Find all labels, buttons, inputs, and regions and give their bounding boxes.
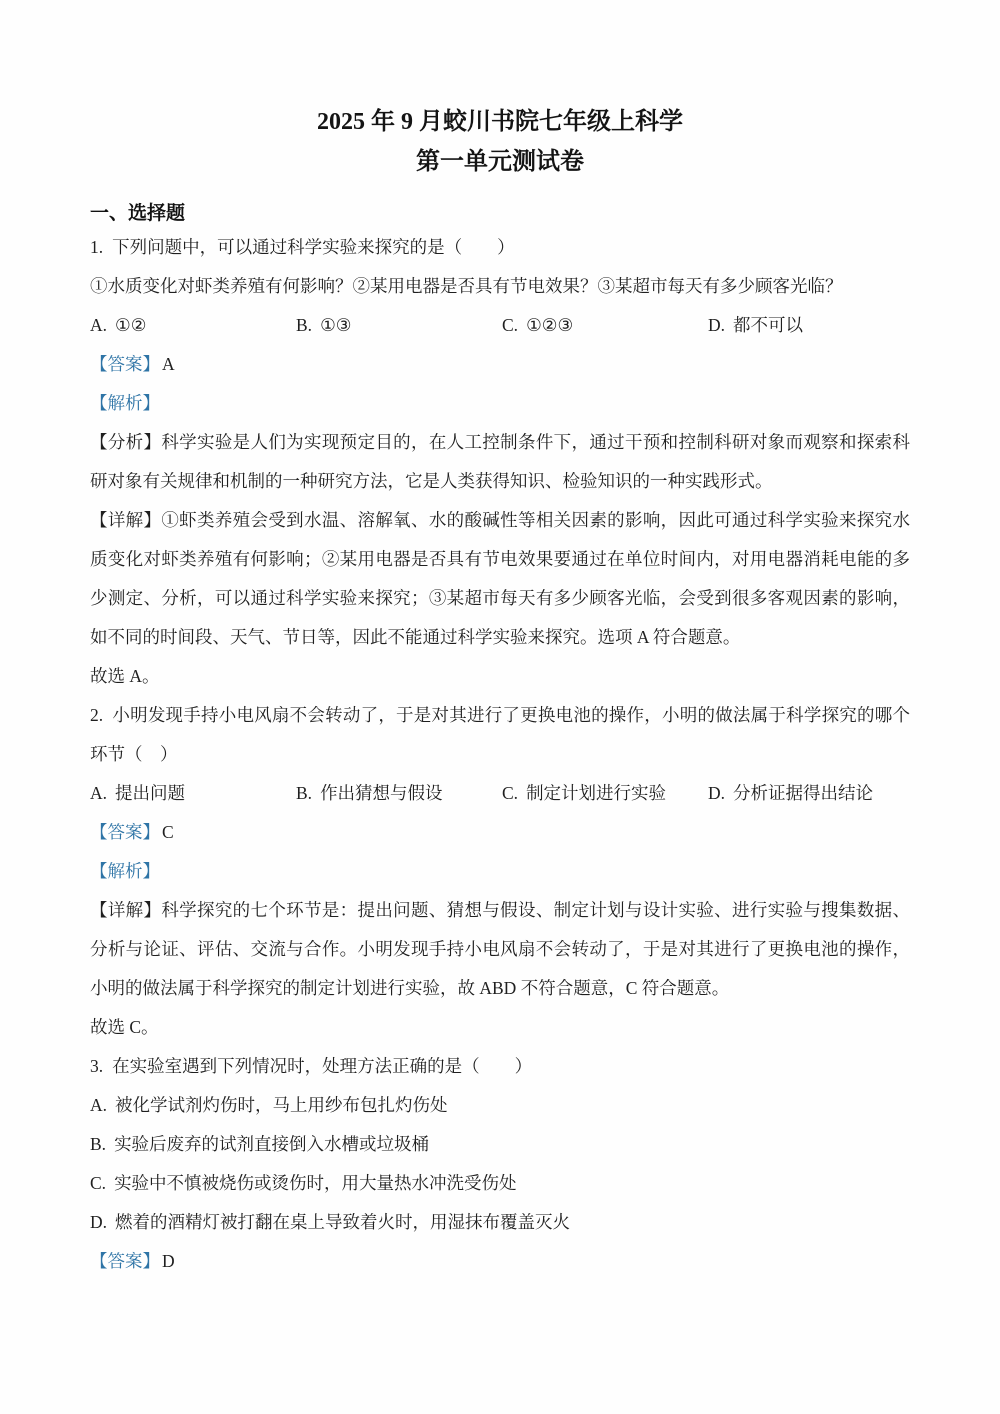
option-c-text: ①②③ bbox=[526, 315, 574, 335]
question-1-options bbox=[90, 306, 910, 345]
question-2-option-a bbox=[90, 774, 296, 813]
option-a-text: ①② bbox=[115, 315, 147, 335]
question-3-option-a bbox=[90, 1086, 910, 1125]
option-a-text: 被化学试剂灼伤时，马上用纱布包扎灼伤处 bbox=[115, 1095, 448, 1115]
option-a-label: A. bbox=[90, 783, 108, 803]
question-1-option-b bbox=[296, 306, 502, 345]
question-1-stem bbox=[90, 228, 910, 267]
section-heading: 一、选择题 bbox=[90, 203, 186, 224]
exam-title-line1: 2025 年 9 月蛟川书院七年级上科学 bbox=[317, 109, 683, 135]
question-1-answer-line bbox=[90, 345, 910, 384]
option-a-label: A. bbox=[90, 315, 108, 335]
xiangjie-label: 【详解】 bbox=[90, 510, 162, 530]
question-1-option-d bbox=[708, 306, 910, 345]
question-3-stem bbox=[90, 1047, 910, 1086]
question-2-answer: C bbox=[162, 822, 174, 842]
option-a-label: A. bbox=[90, 1095, 108, 1115]
jiexi-label: 【解析】 bbox=[90, 861, 160, 881]
question-1-xiangjie-text: ①虾类养殖会受到水温、溶解氧、水的酸碱性等相关因素的影响，因此可通过科学实验来探究水质变化对虾类养殖有何影响；②某用电器是否具有节电效果要通过在单位时间内，对用电器消耗电能的多少测定、分析，可以通过科学实验来探究；③某超市每天有多少顾客光临，会受到很多客观因素的影响，如不同的时间段、天气、节日等，因此不能通过科学实验来探究。选项 A 符合题意。 bbox=[90, 510, 911, 647]
question-3-stem-text: 在实验室遇到下列情况时，处理方法正确的是（ ） bbox=[112, 1056, 533, 1076]
option-d-text: 都不可以 bbox=[733, 315, 804, 335]
question-2-answer-line bbox=[90, 813, 910, 852]
question-2-option-d bbox=[708, 774, 910, 813]
option-d-text: 燃着的酒精灯被打翻在桌上导致着火时，用湿抹布覆盖灭火 bbox=[115, 1212, 571, 1232]
answer-label: 【答案】 bbox=[90, 354, 160, 374]
fenxi-label: 【分析】 bbox=[90, 432, 162, 452]
option-b-label: B. bbox=[296, 315, 313, 335]
option-d-label: D. bbox=[708, 315, 726, 335]
question-2-option-b bbox=[296, 774, 502, 813]
option-d-text: 分析证据得出结论 bbox=[733, 783, 874, 803]
xiangjie-label: 【详解】 bbox=[90, 900, 162, 920]
question-1-number: 1. bbox=[90, 237, 104, 257]
question-1-conclusion: 故选 A。 bbox=[90, 666, 160, 686]
question-1-jiexi-line bbox=[90, 384, 910, 423]
question-3-answer: D bbox=[162, 1251, 175, 1271]
question-1-option-c bbox=[502, 306, 708, 345]
option-d-label: D. bbox=[708, 783, 726, 803]
question-3-number: 3. bbox=[90, 1056, 104, 1076]
question-2-stem-text: 小明发现手持小电风扇不会转动了，于是对其进行了更换电池的操作，小明的做法属于科学探究的哪个环节（ ） bbox=[90, 705, 910, 764]
question-2-xiangjie bbox=[90, 891, 910, 1008]
option-c-label: C. bbox=[90, 1173, 107, 1193]
question-2-jiexi-line bbox=[90, 852, 910, 891]
question-3-option-d bbox=[90, 1203, 910, 1242]
question-1-xiangjie bbox=[90, 501, 910, 657]
question-2-option-c bbox=[502, 774, 708, 813]
exam-title-line2: 第一单元测试卷 bbox=[416, 149, 584, 175]
question-3-answer-line bbox=[90, 1242, 910, 1281]
question-1-option-a bbox=[90, 306, 296, 345]
question-1-substem: ①水质变化对虾类养殖有何影响？②某用电器是否具有节电效果？③某超市每天有多少顾客光临？ bbox=[90, 276, 843, 296]
question-2-conclusion: 故选 C。 bbox=[90, 1017, 159, 1037]
question-1-answer: A bbox=[162, 354, 175, 374]
question-1-stem-text: 下列问题中，可以通过科学实验来探究的是（ ） bbox=[112, 237, 515, 257]
jiexi-label: 【解析】 bbox=[90, 393, 160, 413]
option-c-text: 制定计划进行实验 bbox=[526, 783, 667, 803]
option-b-label: B. bbox=[296, 783, 313, 803]
question-1-fenxi bbox=[90, 423, 910, 501]
option-b-text: 作出猜想与假设 bbox=[320, 783, 443, 803]
answer-label: 【答案】 bbox=[90, 822, 160, 842]
option-d-label: D. bbox=[90, 1212, 108, 1232]
question-2-xiangjie-text: 科学探究的七个环节是：提出问题、猜想与假设、制定计划与设计实验、进行实验与搜集数据、分析与论证、评估、交流与合作。小明发现手持小电风扇不会转动了，于是对其进行了更换电池的操作，小明的做法属于科学探究的制定计划进行实验，故 ABD 不符合题意，C 符合题意。 bbox=[90, 900, 911, 998]
question-1-fenxi-text: 科学实验是人们为实现预定目的，在人工控制条件下，通过干预和控制科研对象而观察和探索科研对象有关规律和机制的一种研究方法，它是人类获得知识、检验知识的一种实践形式。 bbox=[90, 432, 911, 491]
option-b-text: 实验后废弃的试剂直接倒入水槽或垃圾桶 bbox=[114, 1134, 430, 1154]
option-b-label: B. bbox=[90, 1134, 107, 1154]
option-c-text: 实验中不慎被烧伤或烫伤时，用大量热水冲洗受伤处 bbox=[114, 1173, 517, 1193]
question-3-option-c bbox=[90, 1164, 910, 1203]
question-3-option-b bbox=[90, 1125, 910, 1164]
question-2-number: 2. bbox=[90, 705, 104, 725]
question-2-options bbox=[90, 774, 910, 813]
question-2-stem bbox=[90, 696, 910, 774]
answer-label: 【答案】 bbox=[90, 1251, 160, 1271]
option-a-text: 提出问题 bbox=[115, 783, 186, 803]
option-b-text: ①③ bbox=[320, 315, 352, 335]
option-c-label: C. bbox=[502, 315, 519, 335]
option-c-label: C. bbox=[502, 783, 519, 803]
